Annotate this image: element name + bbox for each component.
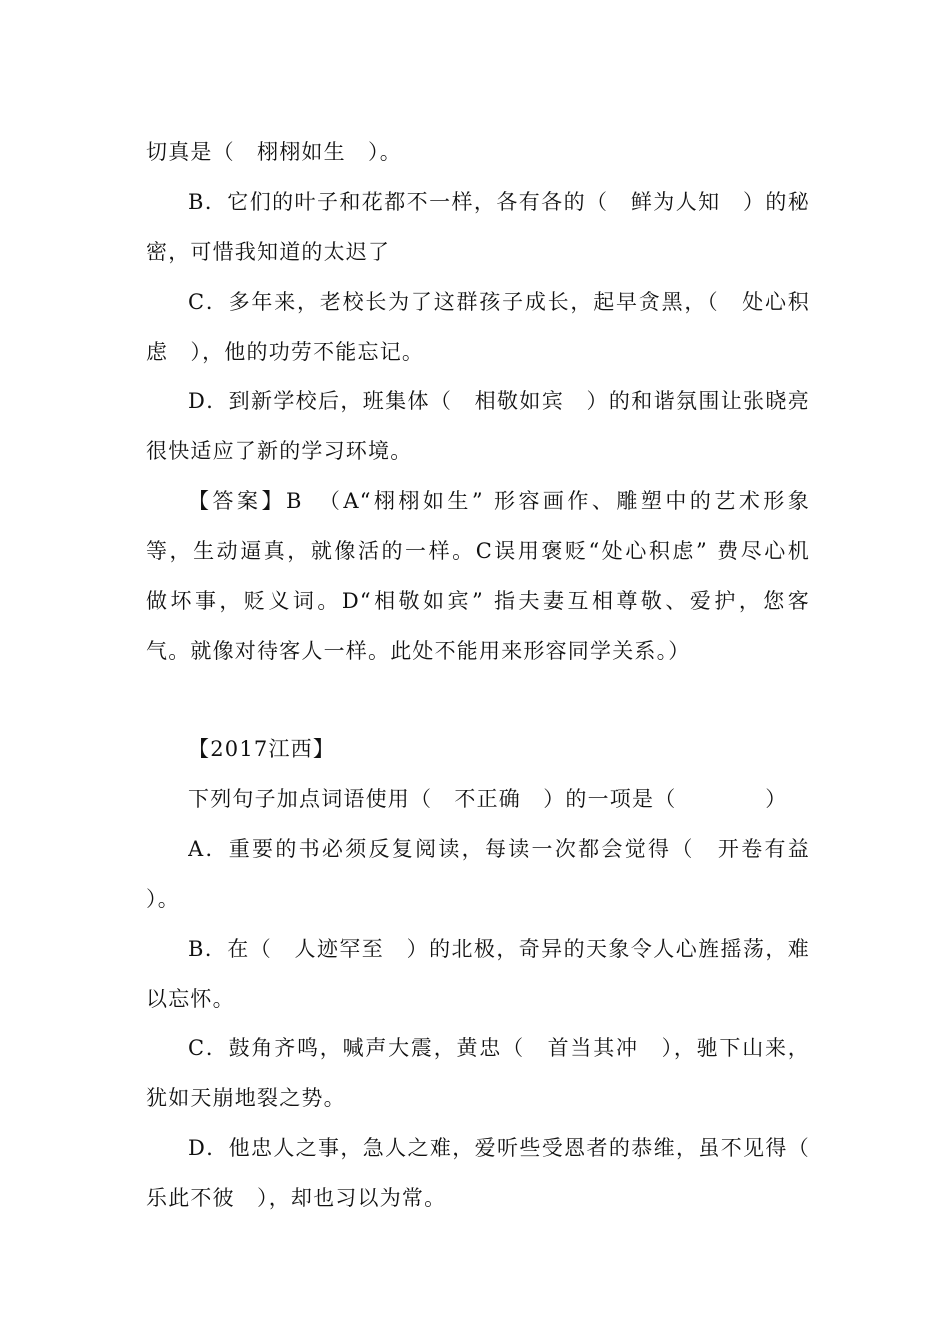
text-line-continuation: 切真是（ 栩栩如生 ）。 (146, 140, 402, 164)
option-d-line-2: 很快适应了新的学习环境。 (146, 439, 413, 463)
option-b-line-1: B．它们的叶子和花都不一样，各有各的（ 鲜为人知 ）的秘 (188, 190, 810, 214)
q-option-c-line-1: C．鼓角齐鸣，喊声大震，黄忠（ 首当其冲 ），驰下山来， (188, 1036, 810, 1060)
answer-line-4: 气。就像对待客人一样。此处不能用来形容同学关系。） (146, 639, 691, 663)
q-option-a-line-2: ）。 (146, 887, 180, 911)
q-option-d-line-2: 乐此不彼 ），却也习以为常。 (146, 1186, 447, 1210)
q-option-c-line-2: 犹如天崩地裂之势。 (146, 1086, 346, 1110)
option-c-line-2: 虑 ），他的功劳不能忘记。 (146, 340, 425, 364)
question-stem: 下列句子加点词语使用（ 不正确 ）的一项是（ ） (188, 787, 788, 811)
q-option-d-line-1: D．他忠人之事，急人之难，爱听些受恩者的恭维，虽不见得（ (188, 1136, 810, 1160)
option-c-line-1: C．多年来，老校长为了这群孩子成长，起早贪黑，（ 处心积 (188, 290, 810, 314)
answer-line-3: 做坏事，贬义词。D“相敬如宾” 指夫妻互相尊敬、爱护，您客 (146, 589, 810, 613)
answer-line-1: 【答案】B （A“栩栩如生” 形容画作、雕塑中的艺术形象 (188, 489, 810, 513)
option-b-line-2: 密，可惜我知道的太迟了 (146, 240, 391, 264)
option-d-line-1: D．到新学校后，班集体（ 相敬如宾 ）的和谐氛围让张晓亮 (188, 389, 810, 413)
q-option-b-line-2: 以忘怀。 (146, 987, 235, 1011)
q-option-a-line-1: A．重要的书必须反复阅读，每读一次都会觉得（ 开卷有益 (188, 837, 810, 861)
q-option-b-line-1: B．在（ 人迹罕至 ）的北极，奇异的天象令人心旌摇荡，难 (188, 937, 810, 961)
section-heading: 【2017江西】 (188, 737, 336, 761)
answer-line-2: 等，生动逼真，就像活的一样。C误用褒贬“处心积虑” 费尽心机 (146, 539, 810, 563)
